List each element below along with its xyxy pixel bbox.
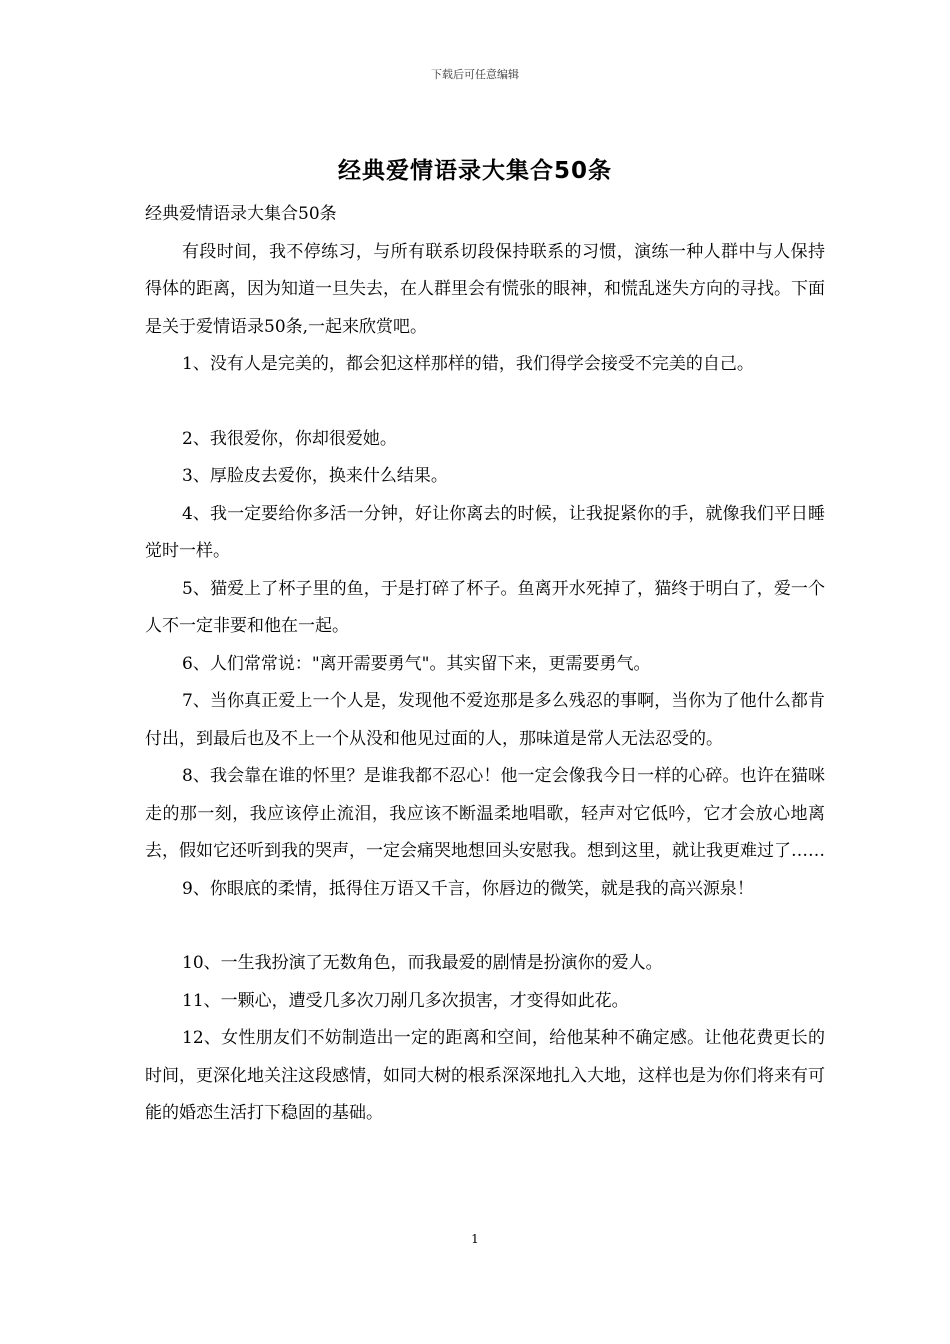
quote-item: 12、女性朋友们不妨制造出一定的距离和空间，给他某种不确定感。让他花费更长的时间，更深化地关注这段感情，如同大树的根系深深地扎入大地，这样也是为你们将来有可能的婚恋生活打下稳固的基础。	[145, 1028, 825, 1123]
quote-item: 5、猫爱上了杯子里的鱼，于是打碎了杯子。鱼离开水死掉了，猫终于明白了，爱一个人不一定非要和他在一起。	[145, 578, 825, 636]
page-number: 1	[471, 1232, 479, 1246]
quote-item: 8、我会靠在谁的怀里？是谁我都不忍心！他一定会像我今日一样的心碎。也许在猫咪走的那一刻，我应该停止流泪，我应该不断温柔地唱歌，轻声对它低吟，它才会放心地离去，假如它还听到我的哭声，一定会痛哭地想回头安慰我。想到这里，就让我更难过了……	[145, 766, 825, 861]
quote-item: 3、厚脸皮去爱你，换来什么结果。	[182, 466, 448, 486]
quote-item: 7、当你真正爱上一个人是，发现他不爱迩那是多么残忍的事啊，当你为了他什么都肯付出，到最后也及不上一个从没和他见过面的人，那味道是常人无法忍受的。	[145, 691, 825, 749]
document-subtitle: 经典爱情语录大集合50条	[145, 204, 337, 224]
quote-item: 6、人们常常说："离开需要勇气"。其实留下来，更需要勇气。	[182, 653, 651, 674]
quote-item: 9、你眼底的柔情，抵得住万语又千言，你唇边的微笑，就是我的高兴源泉！	[182, 878, 754, 899]
quote-item: 1、没有人是完美的，都会犯这样那样的错，我们得学会接受不完美的自己。	[182, 354, 754, 374]
quote-item: 11、一颗心，遭受几多次刀剐几多次损害，才变得如此花。	[182, 990, 629, 1011]
document-body	[145, 196, 825, 1133]
quote-item: 10、一生我扮演了无数角色，而我最爱的剧情是扮演你的爱人。	[182, 953, 663, 973]
header-note: 下载后可任意编辑	[431, 68, 519, 81]
quote-item: 2、我很爱你，你却很爱她。	[182, 428, 397, 449]
quote-item: 4、我一定要给你多活一分钟，好让你离去的时候，让我捉紧你的手，就像我们平日睡觉时一样。	[145, 503, 825, 561]
document-title: 经典爱情语录大集合50条	[337, 158, 612, 184]
intro-paragraph: 有段时间，我不停练习，与所有联系切段保持联系的习惯，演练一种人群中与人保持得体的距离，因为知道一旦失去，在人群里会有慌张的眼神，和慌乱迷失方向的寻找。下面是关于爱情语录50条,一起来欣赏吧。	[145, 241, 825, 337]
